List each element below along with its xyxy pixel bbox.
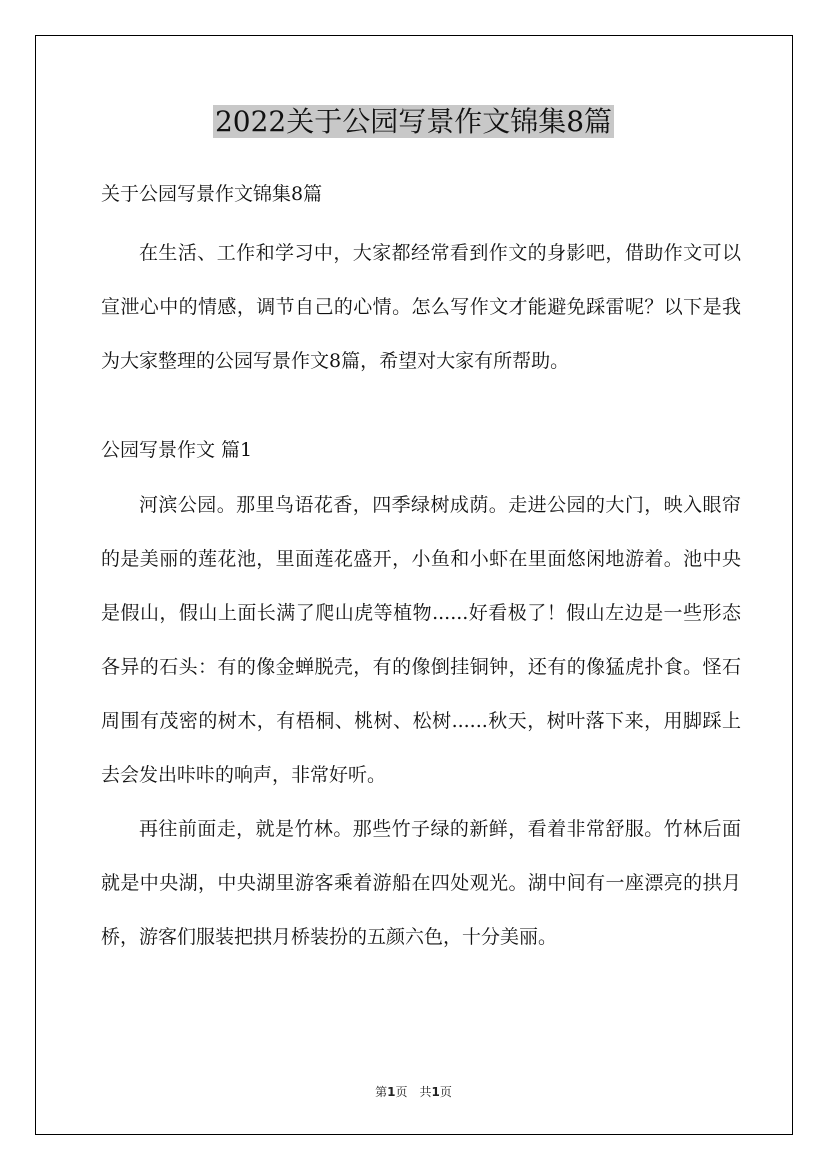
footer-page-number: 1 xyxy=(387,1085,396,1099)
document-body xyxy=(101,172,741,964)
intro-paragraph: 在生活、工作和学习中，大家都经常看到作文的身影吧，借助作文可以宣泄心中的情感，调节自己的心情。怎么写作文才能避免踩雷呢？以下是我为大家整理的公园写景作文8篇，希望对大家有所帮助。 xyxy=(101,242,741,372)
page-footer xyxy=(0,1083,827,1100)
document-subtitle: 关于公园写景作文锦集8篇 xyxy=(101,183,323,205)
footer-total-pages: 1 xyxy=(431,1085,440,1099)
footer-prefix: 第 xyxy=(375,1085,388,1099)
document-title-block xyxy=(0,100,827,144)
section-heading: 公园写景作文 篇1 xyxy=(101,439,253,461)
body-paragraph-2: 再往前面走，就是竹林。那些竹子绿的新鲜，看着非常舒服。竹林后面就是中央湖，中央湖里游客乘着游船在四处观光。湖中间有一座漂亮的拱月桥，游客们服装把拱月桥装扮的五颜六色，十分美丽。 xyxy=(101,818,741,948)
footer-suffix: 页 xyxy=(439,1085,452,1099)
document-title: 2022关于公园写景作文锦集8篇 xyxy=(214,105,613,138)
footer-mid: 页 共 xyxy=(395,1085,432,1099)
body-paragraph-1: 河滨公园。那里鸟语花香，四季绿树成荫。走进公园的大门，映入眼帘的是美丽的莲花池，里面莲花盛开，小鱼和小虾在里面悠闲地游着。池中央是假山，假山上面长满了爬山虎等植物......好看极了！假山左边是一些形态各异的石头：有的像金蝉脱壳，有的像倒挂铜钟，还有的像猛虎扑食。怪石周围有茂密的树木，有梧桐、桃树、松树......秋天，树叶落下来，用脚踩上去会发出咔咔的响声，非常好听。 xyxy=(101,494,741,786)
